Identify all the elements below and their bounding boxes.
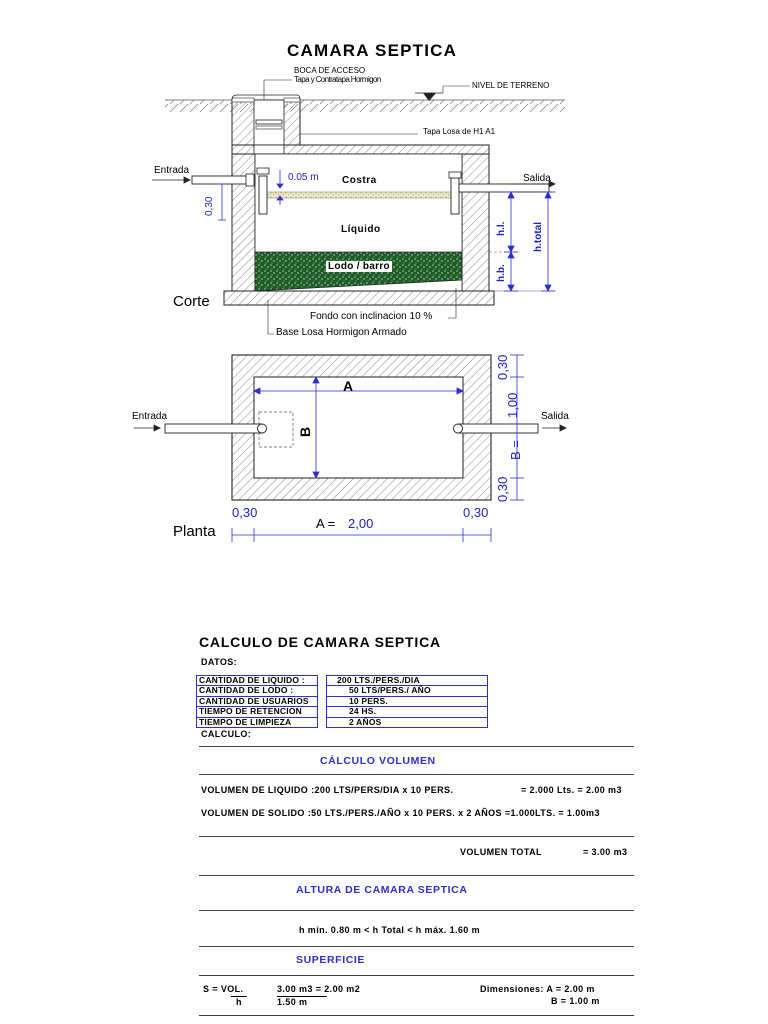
right-wall (462, 154, 489, 291)
volume-section-title: CÁLCULO VOLUMEN (320, 755, 436, 767)
scum-layer (262, 192, 452, 198)
datos-value-cell: 24 HS. (327, 707, 488, 717)
datos-label: DATOS: (201, 657, 238, 667)
label-section: Corte (173, 293, 210, 310)
divider (199, 875, 634, 876)
label-inlet: Entrada (154, 165, 190, 176)
solid-volume-formula: VOLUMEN DE SOLIDO :50 LTS./PERS./AÑO x 10 PERS. x 2 AÑOS =1.000LTS. = 1.00m3 (201, 808, 600, 818)
plan-dim-b-eq: B = (508, 440, 523, 460)
table-row (197, 676, 488, 686)
datos-table (196, 675, 488, 728)
surface-calc-numerator: 3.00 m3 = 2.00 m2 (277, 984, 361, 994)
datos-label-cell: CANTIDAD DE LIQUIDO : (197, 676, 318, 686)
table-row (197, 707, 488, 717)
plan-dim-0-30-bottom: 0,30 (495, 476, 510, 502)
datos-label-cell: TIEMPO DE LIMPIEZA (197, 717, 318, 727)
divider (199, 975, 634, 976)
plan-dim-b: B (297, 426, 313, 437)
plan-drawing (165, 355, 538, 500)
base-slab (224, 291, 494, 305)
surface-calc-denominator: 1.50 m (277, 996, 327, 1007)
dimension-a: Dimensiones: A = 2.00 m (480, 984, 595, 994)
divider (199, 946, 634, 947)
height-section-title: ALTURA DE CAMARA SEPTICA (296, 884, 468, 896)
datos-value-cell: 200 LTS./PERS./DIA (327, 676, 488, 686)
datos-label-cell: CANTIDAD DE USUARIOS (197, 696, 318, 706)
dim-htotal: h.total (533, 222, 544, 252)
liquid-volume-formula: VOLUMEN DE LIQUIDO :200 LTS/PERS/DIA x 10 PERS. (201, 785, 454, 795)
plan-label-inlet: Entrada (132, 411, 168, 422)
label-sludge: Lodo / barro (328, 261, 390, 272)
total-volume-label: VOLUMEN TOTAL (460, 847, 542, 857)
diagram-title: CAMARA SEPTICA (287, 41, 458, 60)
plan-dim-0-30-right: 0,30 (463, 505, 489, 520)
divider (199, 1015, 634, 1016)
datos-label-cell: TIEMPO DE RETENCION (197, 707, 318, 717)
table-row (197, 686, 488, 696)
plan-dim-a-value: 2,00 (348, 516, 374, 531)
plan-dim-0-30-left: 0,30 (232, 505, 258, 520)
label-cover: Tapa y Contratapa Hormigon (294, 75, 381, 84)
calc-title: CALCULO DE CAMARA SEPTICA (199, 634, 441, 650)
divider (199, 836, 634, 837)
ground-level-marker (415, 86, 470, 101)
label-liquid: Líquido (341, 224, 381, 235)
label-scum: Costra (342, 175, 377, 186)
label-bottom-slope: Fondo con inclinacion 10 % (310, 311, 433, 322)
total-volume-value: = 3.00 m3 (583, 847, 628, 857)
datos-value-cell: 2 AÑOS (327, 717, 488, 727)
plan-dim-1-00: 1,00 (505, 392, 520, 418)
table-row (197, 696, 488, 706)
height-range: h mín. 0.80 m < h Total < h máx. 1.60 m (299, 925, 480, 935)
surface-section-title: SUPERFICIE (296, 954, 366, 966)
datos-label-cell: CANTIDAD DE LODO : (197, 686, 318, 696)
calculo-label: CALCULO: (201, 729, 252, 739)
divider (199, 910, 634, 911)
label-ground-level: NIVEL DE TERRENO (472, 81, 550, 90)
dim-hb: h.b. (496, 264, 507, 282)
label-outlet: Salida (523, 173, 551, 184)
datos-value-cell: 10 PERS. (327, 696, 488, 706)
plan-dim-a-eq: A = (316, 516, 336, 531)
label-plan: Planta (173, 523, 216, 540)
divider (199, 774, 634, 775)
label-access-mouth: BOCA DE ACCESO (294, 66, 366, 75)
plan-label-outlet: Salida (541, 411, 569, 422)
label-base-slab: Base Losa Hormigon Armado (276, 327, 407, 338)
dim-0-05m: 0.05 m (288, 172, 319, 183)
liquid-volume-result: = 2.000 Lts. = 2.00 m3 (521, 785, 622, 795)
dim-hl: h.l. (496, 221, 507, 236)
plan-dim-a: A (343, 378, 354, 394)
dim-0-30-section: 0,30 (204, 196, 215, 216)
surface-formula-denominator: h (231, 996, 247, 1007)
surface-formula: S = VOL. (203, 984, 244, 994)
dimension-b: B = 1.00 m (551, 996, 600, 1006)
plan-dim-0-30-top: 0,30 (495, 354, 510, 380)
divider (199, 746, 634, 747)
label-slab-cover: Tapa Losa de H1 A1 (423, 127, 496, 136)
table-row (197, 717, 488, 727)
ground-level (165, 100, 565, 112)
access-shaft (232, 95, 300, 146)
datos-value-cell: 50 LTS/PERS./ AÑO (327, 686, 488, 696)
